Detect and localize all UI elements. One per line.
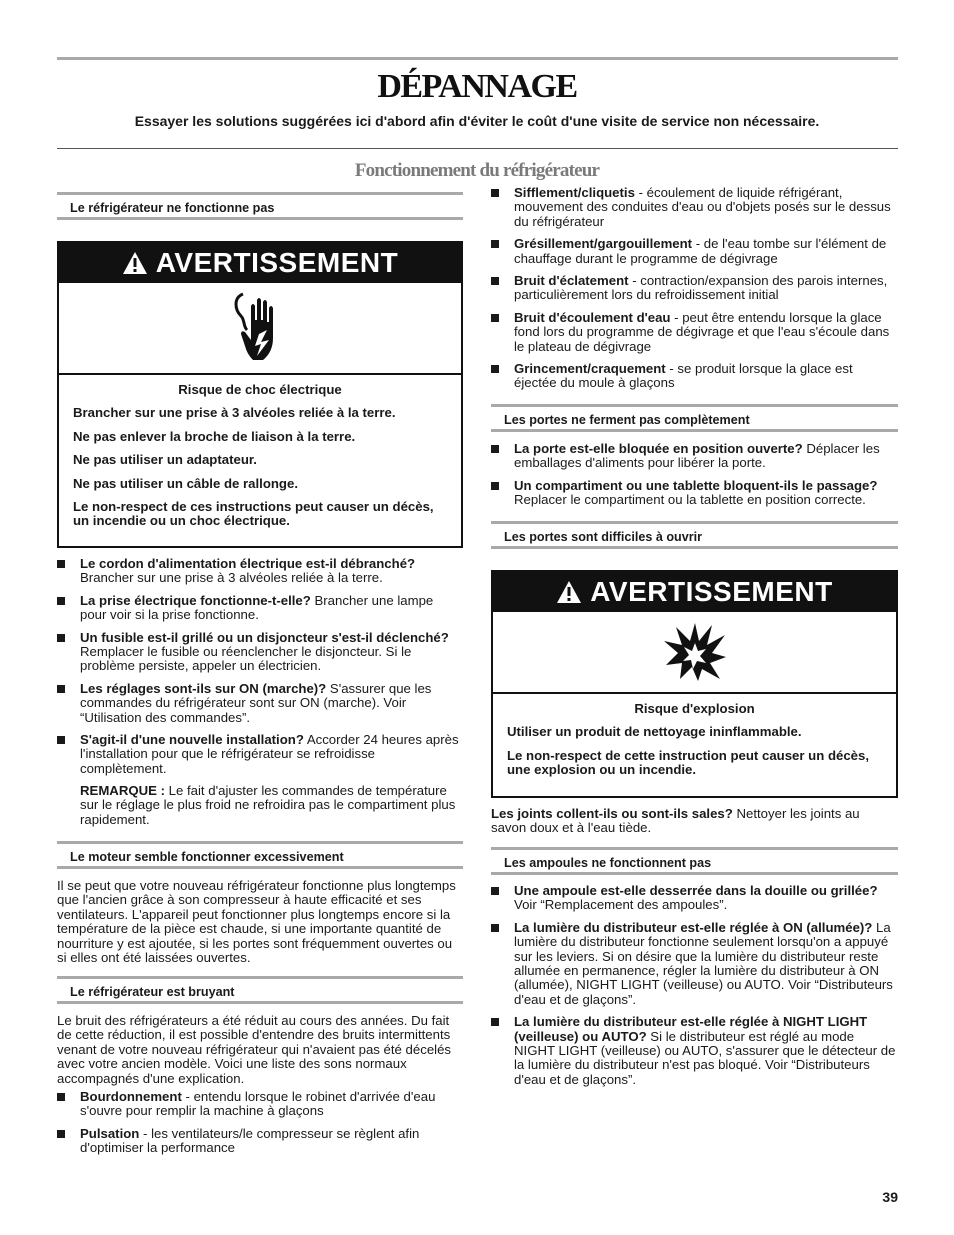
warning-line: Utiliser un produit de nettoyage ininflammable.	[507, 724, 802, 740]
note-paragraph: REMARQUE : Le fait d'ajuster les commandes de température sur le réglage le plus froid ne refroidira pas le compartiment plus rapidement.	[80, 783, 456, 827]
list-item: La porte est-elle bloquée en position ouverte? Déplacer les emballages d'aliments pour libérer la porte.	[491, 442, 898, 471]
list-item: Bruit d'éclatement - contraction/expansion des parois internes, particulièrement lors du refroidissement initial	[491, 274, 898, 303]
warning-box-explosion	[491, 570, 898, 798]
list-item: Le cordon d'alimentation électrique est-il débranché? Brancher sur une prise à 3 alvéoles reliée à la terre.	[57, 557, 463, 586]
page-title: DÉPANNAGE	[377, 68, 577, 105]
list-item: La lumière du distributeur est-elle réglée à ON (allumée)? La lumière du distributeur fonctionne seulement lorsqu'on a appuyé sur les leviers. Si on désire que la lumière du distributeur reste allumée en permanence, régler la lumière du distributeur à ON (allumée), NIGHT LIGHT (veilleuse) ou AUTO. Voir “Distributeurs d'eau et de glaçons”.	[491, 921, 898, 1007]
warning-line: Ne pas utiliser un câble de rallonge.	[73, 475, 298, 491]
joints-paragraph: Les joints collent-ils ou sont-ils sales? Nettoyer les joints au savon doux et à l'eau tiède.	[491, 806, 860, 836]
warning-triangle-icon	[556, 580, 582, 604]
noise-list-left	[57, 1090, 463, 1164]
list-item: Grincement/craquement - se produit lorsque la glace est éjectée du moule à glaçons	[491, 362, 898, 391]
doors-close-list	[491, 442, 898, 516]
list-item: Un compartiment ou une tablette bloquent-ils le passage? Replacer le compartiment ou la tablette en position correcte.	[491, 479, 898, 508]
warning-line: Le non-respect de ces instructions peut causer un décès, un incendie ou un choc électrique.	[73, 499, 434, 529]
warning-line: Le non-respect de cette instruction peut causer un décès, une explosion ou un incendie.	[507, 747, 870, 778]
separator-rule	[57, 148, 898, 149]
list-item: Bruit d'écoulement d'eau - peut être entendu lorsque la glace fond lors du programme de dégivrage et que l'eau s'écoule dans le plateau de dégivrage	[491, 311, 898, 354]
warning-body	[493, 694, 896, 778]
subheading-noisy: Le réfrigérateur est bruyant	[57, 976, 463, 1004]
list-item: Une ampoule est-elle desserrée dans la douille ou grillée? Voir “Remplacement des ampoules”.	[491, 884, 898, 913]
page-number: 39	[882, 1189, 898, 1205]
warning-risk: Risque d'explosion	[634, 701, 755, 716]
warning-header: AVERTISSEMENT	[493, 572, 896, 612]
top-rule	[57, 57, 898, 60]
bulbs-list	[491, 884, 898, 1095]
subheading-doors-close: Les portes ne ferment pas complètement	[491, 404, 898, 432]
electric-shock-hand-icon	[59, 283, 461, 375]
subheading-doors-open: Les portes sont difficiles à ouvrir	[491, 521, 898, 549]
warning-risk: Risque de choc électrique	[178, 382, 342, 397]
list-item: La prise électrique fonctionne-t-elle? Brancher une lampe pour voir si la prise fonctionne.	[57, 594, 463, 623]
list-item: Bourdonnement - entendu lorsque le robinet d'arrivée d'eau s'ouvre pour remplir la machine à glaçons	[57, 1090, 463, 1119]
warning-line: Brancher sur une prise à 3 alvéoles reliée à la terre.	[73, 405, 396, 421]
warning-triangle-icon	[122, 251, 148, 275]
warning-body	[59, 375, 461, 529]
subheading-not-working: Le réfrigérateur ne fonctionne pas	[57, 192, 463, 220]
list-item: Un fusible est-il grillé ou un disjoncteur s'est-il déclenché? Remplacer le fusible ou réenclencher le disjoncteur. Si le problème persiste, appeler un électricien.	[57, 631, 463, 674]
not-working-list	[57, 557, 463, 784]
list-item: Les réglages sont-ils sur ON (marche)? S'assurer que les commandes du réfrigérateur sont sur ON (marche). Voir “Utilisation des commandes”.	[57, 682, 463, 725]
subheading-bulbs: Les ampoules ne fonctionnent pas	[491, 847, 898, 875]
intro-text: Essayer les solutions suggérées ici d'abord afin d'éviter le coût d'une visite de service non nécessaire.	[134, 113, 820, 129]
noisy-paragraph: Le bruit des réfrigérateurs a été réduit au cours des années. Du fait de cette réduction, il est possible d'entendre des bruits intermittents venant de votre nouveau réfrigérateur qui n'avaient pas été décelés avec votre ancien modèle. Voici une liste des sons normaux accompagnés d'une explication.	[57, 1013, 452, 1086]
warning-line: Ne pas enlever la broche de liaison à la terre.	[73, 428, 356, 444]
warning-header: AVERTISSEMENT	[59, 243, 461, 283]
list-item: S'agit-il d'une nouvelle installation? Accorder 24 heures après l'installation pour que le réfrigérateur se refroidisse complètement.	[57, 733, 463, 776]
explosion-icon	[493, 612, 896, 694]
noise-list-right	[491, 186, 898, 399]
list-item: Pulsation - les ventilateurs/le compresseur se règlent afin d'optimiser la performance	[57, 1127, 463, 1156]
subheading-motor: Le moteur semble fonctionner excessivement	[57, 841, 463, 869]
warning-line: Ne pas utiliser un adaptateur.	[73, 452, 257, 468]
list-item: Grésillement/gargouillement - de l'eau tombe sur l'élément de chauffage durant le programme de dégivrage	[491, 237, 898, 266]
section-title: Fonctionnement du réfrigérateur	[354, 160, 600, 181]
list-item: Sifflement/cliquetis - écoulement de liquide réfrigérant, mouvement des conduites d'eau ou d'objets posés sur le dessus du réfrigérateur	[491, 186, 898, 229]
motor-paragraph: Il se peut que votre nouveau réfrigérateur fonctionne plus longtemps que l'ancien grâce à son compresseur à haute efficacité et ses ventilateurs. L'appareil peut fonctionner plus longtemps encore si la température de la pièce est chaude, si une importante quantité de nourriture y est ajoutée, si les portes sont fréquemment ouvertes ou si elles ont été laissées ouvertes.	[57, 878, 456, 966]
warning-box-shock	[57, 241, 463, 548]
list-item: La lumière du distributeur est-elle réglée à NIGHT LIGHT (veilleuse) ou AUTO? Si le distributeur est réglé au mode NIGHT LIGHT (veilleuse) ou AUTO, s'assurer que le détecteur de la lumière du distributeur n'est pas bloqué. Voir “Distributeurs d'eau et de glaçons”.	[491, 1015, 898, 1087]
